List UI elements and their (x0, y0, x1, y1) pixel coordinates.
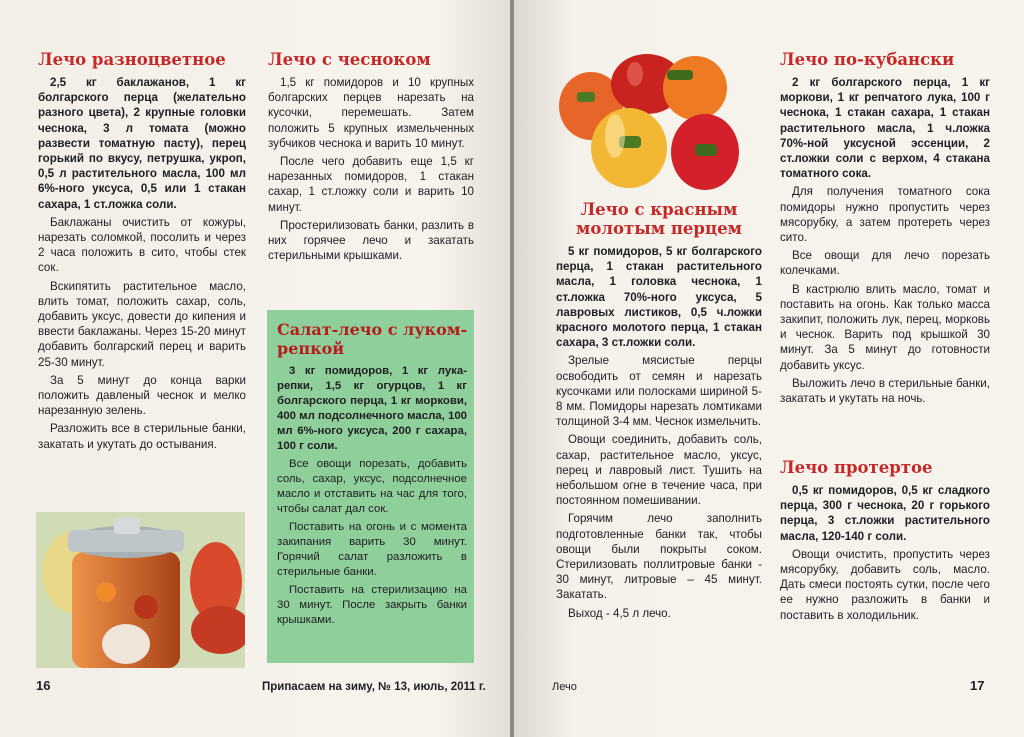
recipe-title: Лечо разноцветное (38, 50, 226, 69)
recipe-title: Лечо протертое (780, 458, 933, 477)
recipe-lecho-red-pepper (556, 200, 762, 624)
recipe-ingredients: 2,5 кг баклажанов, 1 кг болгарского перца (желательно разного цвета), 2 крупные головки чеснока, 3 л томата (можно развести томатную пасту), перец горький по вкусу, петрушка, укроп, 0,5 л растительного масла, 100 мл 6%-ного уксуса, 0,5 или 1 стакан сахара, 1 ст.ложка соли. (38, 76, 246, 211)
recipe-title: Лечо с красным молотым перцем (576, 200, 742, 238)
recipe-lecho-garlic (268, 50, 474, 266)
recipe-ingredients: 0,5 кг помидоров, 0,5 кг сладкого перца, 300 г чеснока, 20 г горького перца, 3 ст.ложки растительного масла, 120-140 г соли. (780, 484, 990, 543)
page-number-right: 17 (970, 678, 985, 693)
recipe-step: Все овощи порезать, добавить соль, сахар, уксус, подсолнечное масло и отставить на час для того, чтобы салат дал сок. (277, 458, 467, 515)
recipe-step: Поставить на стерилизацию на 30 минут. После закрыть банки крышками. (277, 584, 467, 626)
recipe-step: За 5 минут до конца варки положить давленый чеснок и мелко нарезанную зелень. (38, 373, 246, 418)
peppers-illustration (555, 48, 745, 196)
peppers-photo (555, 48, 745, 196)
recipe-step: Горячим лечо заполнить подготовленные банки так, чтобы овощи были покрыты соком. Стерилизовать поллитровые банки - 30 минут, литровые – 45 минут. Закатать. (556, 512, 762, 602)
recipe-step: Овощи очистить, пропустить через мясорубку, добавить соль, масло. Дать смеси постоять сутки, после чего ее нужно разложить в банки и поставить в холодильник. (780, 547, 990, 622)
recipe-step: Зрелые мясистые перцы освободить от семян и нарезать кусочками или полосками шириной 5-8 мм. Помидоры нарезать ломтиками толщиной 3-4 мм. Чеснок измельчить. (556, 354, 762, 429)
section-footer: Лечо (552, 681, 577, 693)
recipe-salad-lecho-box (267, 310, 474, 663)
magazine-footer: Припасаем на зиму, № 13, июль, 2011 г. (262, 681, 486, 693)
recipe-step: 1,5 кг помидоров и 10 крупных болгарских перцев нарезать на кусочки, перемешать. Затем положить 5 крупных измельченных зубчиков чеснока и варить 10 минут. (268, 76, 474, 150)
recipe-step: Поставить на огонь и с момента закипания варить 30 минут. Горячий салат разложить в стерильные банки. (277, 521, 467, 578)
recipe-lecho-multicolor (38, 50, 246, 455)
recipe-lecho-pureed (780, 458, 990, 626)
recipe-ingredients: 5 кг помидоров, 5 кг болгарского перца, 1 стакан растительного масла, 1 головка чеснока, 1 ст.ложка 70%-ного уксуса, 5 лавровых листиков, 0,5 ч.ложки красного молотого перца, 1 стакан сахара, 3 ст.ложки соли. (556, 245, 762, 350)
recipe-step: Для получения томатного сока помидоры нужно пропустить через мясорубку, а затем протереть через сито. (780, 185, 990, 245)
recipe-body (277, 364, 467, 631)
recipe-step: Овощи соединить, добавить соль, сахар, растительное масло, уксус, перец и лавровый лист. Тушить на небольшом огне в течение часа, при постоянном помешивании. (556, 433, 762, 508)
recipe-ingredients: 3 кг помидоров, 1 кг лука-репки, 1,5 кг огурцов, 1 кг болгарского перца, 1 кг моркови, 400 мл подсолнечного масла, 100 мл 6%-ного уксуса, 200 г сахара, 100 г соли. (277, 365, 467, 452)
jar-photo (36, 512, 245, 668)
recipe-step: Выложить лечо в стерильные банки, закатать и укутать на ночь. (780, 376, 990, 406)
recipe-ingredients: 2 кг болгарского перца, 1 кг моркови, 1 кг репчатого лука, 100 г чеснока, 1 стакан сахара, 1 стакан растительного масла, 1 ч.ложка 70%-ной уксусной эссенции, 2 ст.ложки соли с верхом, 4 стакана томатного сока. (780, 76, 990, 181)
recipe-step: Простерилизовать банки, разлить в них горячее лечо и закатать стерильными крышками. (268, 218, 474, 263)
recipe-title: Салат-лечо с луком-репкой (277, 320, 468, 358)
recipe-step: Разложить все в стерильные банки, закатать и укутать до остывания. (38, 422, 246, 451)
page-number-left: 16 (36, 678, 51, 693)
recipe-step: После чего добавить еще 1,5 кг нарезанных помидоров, 1 стакан сахар, 1 ст.ложку соли и варить 10 минут. (268, 155, 474, 214)
jar-illustration (36, 512, 245, 668)
recipe-title: Лечо по-кубански (780, 50, 955, 69)
recipe-step: В кастрюлю влить масло, томат и поставить на огонь. Как только масса закипит, положить лук, перец, морковь и чеснок. Варить под крышкой 30 минут. За 5 минут до готовности добавить уксус. (780, 282, 990, 372)
recipe-step: Баклажаны очистить от кожуры, нарезать соломкой, посолить и через 2 часа положить в сито, чтобы стек сок. (38, 215, 246, 275)
recipe-step: Все овощи для лечо порезать колечками. (780, 249, 990, 278)
recipe-lecho-kuban (780, 50, 990, 409)
recipe-step: Выход - 4,5 л лечо. (568, 606, 671, 620)
recipe-title: Лечо с чесноком (268, 50, 431, 69)
recipe-step: Вскипятить растительное масло, влить томат, положить сахар, соль, добавить уксус, довести до кипения и ввести баклажаны. Через 15-20 минут добавить болгарский перец и варить 25-30 минут. (38, 279, 246, 369)
